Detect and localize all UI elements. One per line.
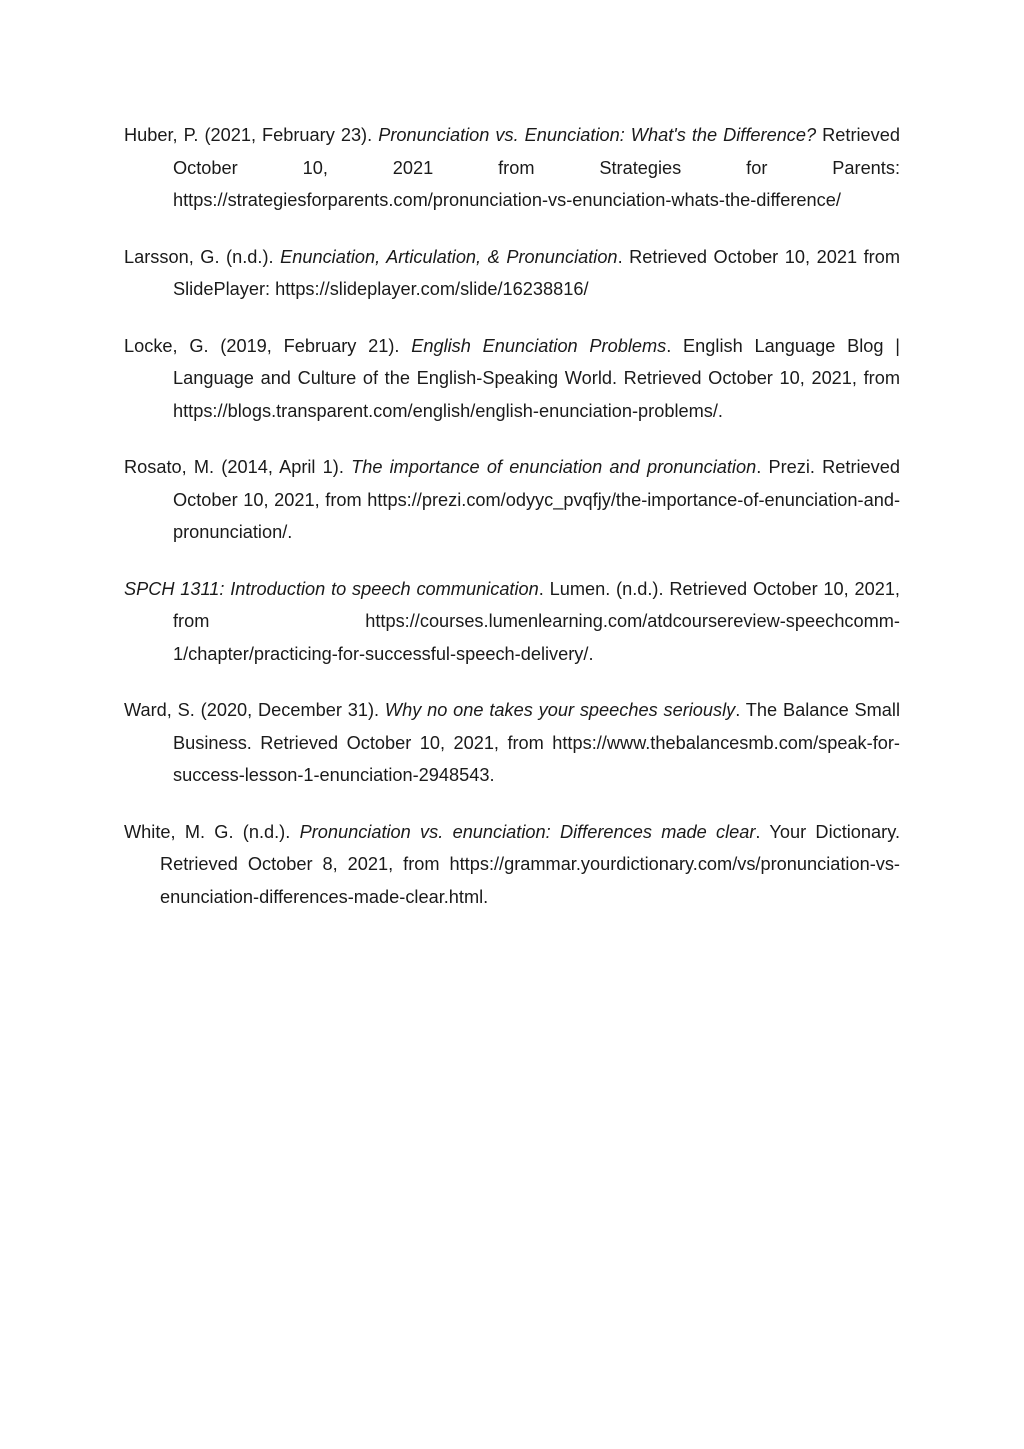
reference-author-date: Larsson, G. (n.d.). bbox=[124, 246, 281, 267]
reference-title: Pronunciation vs. enunciation: Differences made clear bbox=[299, 821, 756, 842]
reference-title: English Enunciation Problems bbox=[411, 335, 667, 356]
reference-entry-rosato bbox=[124, 451, 900, 549]
reference-author-date: Ward, S. (2020, December 31). bbox=[124, 700, 385, 720]
reference-source: . English Language Blog | Language and Culture of the English-Speaking World. Retrieved October 10, 2021, from https://blogs.transparent.com/english/english-enunciation-problems/. bbox=[173, 335, 900, 421]
reference-author-date: Locke, G. (2019, February 21). bbox=[124, 335, 412, 356]
reference-source: . The Balance Small Business. Retrieved October 10, 2021, from https://www.thebalancesmb.com/speak-for-success-lesson-1-enunciation-2948543. bbox=[173, 700, 900, 785]
reference-entry-huber bbox=[124, 119, 900, 217]
reference-author-date: Rosato, M. (2014, April 1). bbox=[124, 457, 352, 477]
reference-title: Pronunciation vs. Enunciation: What's the Difference? bbox=[378, 125, 817, 145]
reference-source: . Prezi. Retrieved October 10, 2021, from https://prezi.com/odyyc_pvqfjy/the-importance-of-enunciation-and-pronunciation/. bbox=[173, 457, 900, 542]
reference-entry-locke bbox=[124, 330, 900, 428]
reference-title: Enunciation, Articulation, & Pronunciation bbox=[280, 246, 618, 267]
reference-entry-larsson bbox=[124, 241, 900, 306]
reference-author-date: White, M. G. (n.d.). bbox=[124, 821, 300, 842]
reference-source: . Your Dictionary. Retrieved October 8, 2021, from https://grammar.yourdictionary.com/vs/pronunciation-vs-enunciation-differences-made-clear.html. bbox=[160, 821, 900, 907]
reference-title: SPCH 1311: Introduction to speech communication bbox=[124, 578, 539, 599]
reference-list bbox=[124, 119, 900, 937]
reference-title: Why no one takes your speeches seriously bbox=[384, 700, 736, 720]
reference-source: Retrieved October 10, 2021 from Strategies for Parents: https://strategiesforparents.com/pronunciation-vs-enunciation-whats-the-difference/ bbox=[173, 125, 900, 210]
reference-entry-lumen bbox=[124, 573, 900, 671]
reference-source: . Retrieved October 10, 2021 from SlidePlayer: https://slideplayer.com/slide/16238816/ bbox=[173, 246, 900, 299]
reference-author-date: Huber, P. (2021, February 23). bbox=[124, 125, 379, 145]
reference-title: The importance of enunciation and pronunciation bbox=[351, 457, 757, 477]
reference-entry-white bbox=[124, 816, 900, 914]
reference-entry-ward bbox=[124, 694, 900, 792]
reference-source: . Lumen. (n.d.). Retrieved October 10, 2021, from https://courses.lumenlearning.com/atdcoursereview-speechcomm-1/chapter/practicing-for-successful-speech-delivery/. bbox=[173, 578, 900, 664]
